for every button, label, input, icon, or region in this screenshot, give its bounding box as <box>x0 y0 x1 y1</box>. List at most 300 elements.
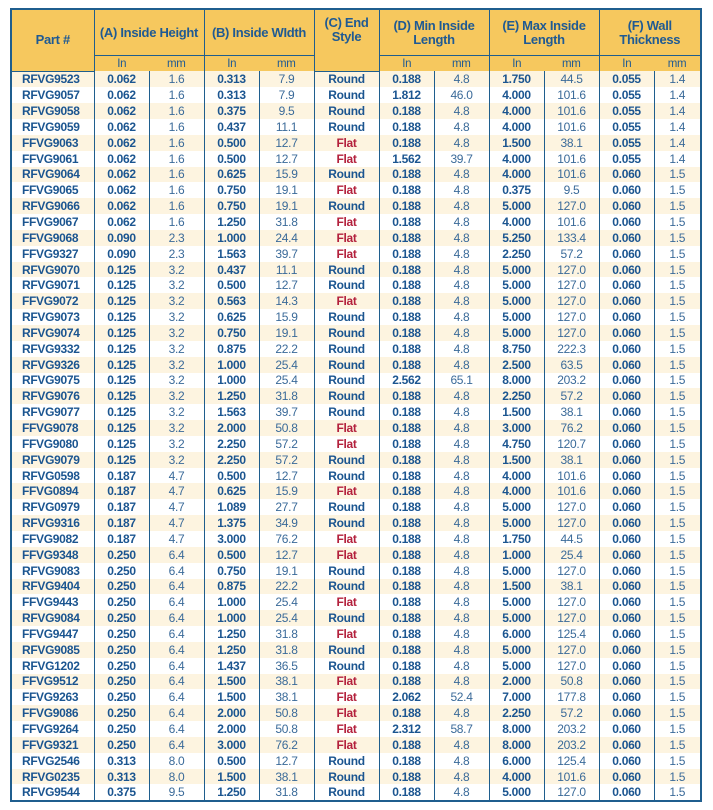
inside-width-mm: 31.8 <box>259 214 314 230</box>
min-length-mm: 4.8 <box>434 71 489 87</box>
inside-width-mm: 25.4 <box>259 594 314 610</box>
wall-thickness-in: 0.055 <box>599 103 654 119</box>
max-length-mm: 38.1 <box>544 452 599 468</box>
wall-thickness-mm: 1.4 <box>654 103 701 119</box>
inside-width-mm: 12.7 <box>259 151 314 167</box>
wall-thickness-in: 0.060 <box>599 563 654 579</box>
table-row <box>11 753 701 769</box>
inside-width-in: 0.500 <box>204 468 259 484</box>
end-style: Round <box>314 309 379 325</box>
inside-height-mm: 2.3 <box>149 246 204 262</box>
max-length-mm: 38.1 <box>544 579 599 595</box>
table-body <box>11 71 701 801</box>
part-number: FFVG9065 <box>11 182 94 198</box>
part-number: RFVG9059 <box>11 119 94 135</box>
min-length-in: 0.188 <box>379 167 434 183</box>
min-length-in: 0.188 <box>379 309 434 325</box>
end-style: Round <box>314 277 379 293</box>
max-length-mm: 9.5 <box>544 182 599 198</box>
max-length-in: 5.000 <box>489 293 544 309</box>
wall-thickness-in: 0.060 <box>599 610 654 626</box>
wall-thickness-in: 0.055 <box>599 87 654 103</box>
min-length-in: 0.188 <box>379 769 434 785</box>
max-length-mm: 101.6 <box>544 214 599 230</box>
inside-width-mm: 22.2 <box>259 341 314 357</box>
inside-width-mm: 12.7 <box>259 468 314 484</box>
wall-thickness-in: 0.060 <box>599 325 654 341</box>
min-length-in: 0.188 <box>379 277 434 293</box>
max-length-mm: 101.6 <box>544 151 599 167</box>
table-row <box>11 167 701 183</box>
max-length-in: 2.250 <box>489 246 544 262</box>
inside-height-mm: 1.6 <box>149 103 204 119</box>
inside-height-in: 0.375 <box>94 784 149 801</box>
part-number: FFVG9072 <box>11 293 94 309</box>
inside-height-in: 0.313 <box>94 769 149 785</box>
min-length-mm: 65.1 <box>434 373 489 389</box>
end-style: Round <box>314 658 379 674</box>
inside-width-in: 1.250 <box>204 784 259 801</box>
max-length-in: 5.000 <box>489 262 544 278</box>
max-length-in: 8.000 <box>489 373 544 389</box>
part-number: RFVG9077 <box>11 404 94 420</box>
inside-height-in: 0.062 <box>94 167 149 183</box>
min-length-in: 0.188 <box>379 594 434 610</box>
inside-width-mm: 38.1 <box>259 689 314 705</box>
wall-thickness-in: 0.060 <box>599 674 654 690</box>
part-number: FFVG9327 <box>11 246 94 262</box>
wall-thickness-in: 0.060 <box>599 531 654 547</box>
inside-width-in: 0.500 <box>204 151 259 167</box>
max-length-in: 1.500 <box>489 452 544 468</box>
part-number: RFVG9073 <box>11 309 94 325</box>
inside-height-in: 0.187 <box>94 531 149 547</box>
inside-width-in: 1.000 <box>204 594 259 610</box>
table-row <box>11 563 701 579</box>
table-row <box>11 436 701 452</box>
inside-width-mm: 15.9 <box>259 483 314 499</box>
min-length-mm: 4.8 <box>434 404 489 420</box>
min-length-mm: 58.7 <box>434 721 489 737</box>
wall-thickness-mm: 1.5 <box>654 547 701 563</box>
min-length-in: 0.188 <box>379 674 434 690</box>
inside-width-in: 0.625 <box>204 309 259 325</box>
min-length-mm: 4.8 <box>434 341 489 357</box>
inside-width-mm: 11.1 <box>259 119 314 135</box>
wall-thickness-in: 0.060 <box>599 547 654 563</box>
unit-mm: mm <box>259 56 314 72</box>
min-length-in: 0.188 <box>379 658 434 674</box>
part-number: FFVG9264 <box>11 721 94 737</box>
min-length-mm: 46.0 <box>434 87 489 103</box>
max-length-in: 4.000 <box>489 87 544 103</box>
inside-height-mm: 6.4 <box>149 721 204 737</box>
wall-thickness-mm: 1.5 <box>654 325 701 341</box>
table-row <box>11 468 701 484</box>
max-length-in: 5.000 <box>489 594 544 610</box>
part-number: RFVG9071 <box>11 277 94 293</box>
max-length-mm: 76.2 <box>544 420 599 436</box>
inside-width-in: 3.000 <box>204 737 259 753</box>
wall-thickness-mm: 1.5 <box>654 277 701 293</box>
wall-thickness-mm: 1.5 <box>654 246 701 262</box>
unit-in: In <box>379 56 434 72</box>
table-row <box>11 420 701 436</box>
min-length-in: 0.188 <box>379 103 434 119</box>
inside-height-in: 0.250 <box>94 626 149 642</box>
inside-width-mm: 12.7 <box>259 753 314 769</box>
part-number: RFVG0979 <box>11 499 94 515</box>
inside-height-in: 0.062 <box>94 135 149 151</box>
max-length-mm: 57.2 <box>544 705 599 721</box>
part-number: FFVG9512 <box>11 674 94 690</box>
min-length-mm: 4.8 <box>434 198 489 214</box>
inside-width-in: 1.563 <box>204 404 259 420</box>
wall-thickness-in: 0.060 <box>599 182 654 198</box>
wall-thickness-in: 0.060 <box>599 230 654 246</box>
max-length-in: 2.000 <box>489 674 544 690</box>
unit-in: In <box>599 56 654 72</box>
max-length-mm: 38.1 <box>544 135 599 151</box>
min-length-mm: 4.8 <box>434 214 489 230</box>
part-number: FFVG9080 <box>11 436 94 452</box>
inside-height-mm: 3.2 <box>149 373 204 389</box>
min-length-mm: 4.8 <box>434 705 489 721</box>
wall-thickness-in: 0.060 <box>599 404 654 420</box>
end-style: Flat <box>314 230 379 246</box>
inside-width-in: 1.089 <box>204 499 259 515</box>
inside-height-in: 0.250 <box>94 563 149 579</box>
max-length-in: 4.000 <box>489 483 544 499</box>
end-style: Round <box>314 753 379 769</box>
end-style: Flat <box>314 420 379 436</box>
wall-thickness-mm: 1.5 <box>654 357 701 373</box>
end-style: Round <box>314 563 379 579</box>
inside-width-mm: 24.4 <box>259 230 314 246</box>
wall-thickness-in: 0.060 <box>599 309 654 325</box>
inside-height-in: 0.090 <box>94 230 149 246</box>
min-length-mm: 4.8 <box>434 325 489 341</box>
inside-height-in: 0.250 <box>94 689 149 705</box>
inside-width-mm: 50.8 <box>259 721 314 737</box>
inside-width-in: 0.750 <box>204 563 259 579</box>
wall-thickness-mm: 1.5 <box>654 610 701 626</box>
max-length-mm: 127.0 <box>544 610 599 626</box>
min-length-mm: 4.8 <box>434 579 489 595</box>
inside-width-in: 0.313 <box>204 87 259 103</box>
inside-width-in: 1.000 <box>204 230 259 246</box>
inside-width-mm: 36.5 <box>259 658 314 674</box>
end-style: Round <box>314 357 379 373</box>
inside-height-mm: 8.0 <box>149 753 204 769</box>
part-number: RFVG9332 <box>11 341 94 357</box>
min-length-in: 0.188 <box>379 737 434 753</box>
max-length-in: 1.500 <box>489 135 544 151</box>
inside-width-mm: 11.1 <box>259 262 314 278</box>
inside-height-in: 0.125 <box>94 436 149 452</box>
min-length-in: 0.188 <box>379 71 434 87</box>
min-length-in: 0.188 <box>379 610 434 626</box>
inside-width-mm: 39.7 <box>259 404 314 420</box>
inside-height-in: 0.062 <box>94 214 149 230</box>
table-row <box>11 689 701 705</box>
table-row <box>11 151 701 167</box>
max-length-mm: 127.0 <box>544 309 599 325</box>
end-style: Round <box>314 579 379 595</box>
max-length-in: 4.000 <box>489 214 544 230</box>
inside-width-in: 0.437 <box>204 262 259 278</box>
min-length-mm: 4.8 <box>434 547 489 563</box>
end-style: Round <box>314 262 379 278</box>
inside-width-mm: 12.7 <box>259 547 314 563</box>
max-length-in: 0.375 <box>489 182 544 198</box>
inside-height-mm: 9.5 <box>149 784 204 801</box>
table-row <box>11 515 701 531</box>
min-length-mm: 4.8 <box>434 309 489 325</box>
inside-height-mm: 4.7 <box>149 468 204 484</box>
table-row <box>11 388 701 404</box>
inside-width-mm: 19.1 <box>259 325 314 341</box>
end-style: Flat <box>314 594 379 610</box>
header-part: Part # <box>11 9 94 71</box>
min-length-in: 1.562 <box>379 151 434 167</box>
wall-thickness-in: 0.060 <box>599 769 654 785</box>
min-length-mm: 4.8 <box>434 610 489 626</box>
inside-height-mm: 3.2 <box>149 293 204 309</box>
max-length-in: 4.000 <box>489 468 544 484</box>
wall-thickness-mm: 1.5 <box>654 579 701 595</box>
inside-height-mm: 6.4 <box>149 737 204 753</box>
part-number: RFVG9064 <box>11 167 94 183</box>
part-number: FFVG9321 <box>11 737 94 753</box>
wall-thickness-mm: 1.5 <box>654 705 701 721</box>
wall-thickness-mm: 1.5 <box>654 214 701 230</box>
inside-height-in: 0.125 <box>94 293 149 309</box>
inside-width-in: 1.250 <box>204 214 259 230</box>
wall-thickness-in: 0.060 <box>599 373 654 389</box>
min-length-mm: 4.8 <box>434 388 489 404</box>
table-row <box>11 705 701 721</box>
part-number: RFVG9084 <box>11 610 94 626</box>
inside-height-mm: 6.4 <box>149 579 204 595</box>
min-length-in: 0.188 <box>379 357 434 373</box>
min-length-in: 2.312 <box>379 721 434 737</box>
max-length-mm: 203.2 <box>544 737 599 753</box>
inside-height-mm: 1.6 <box>149 214 204 230</box>
wall-thickness-in: 0.060 <box>599 452 654 468</box>
min-length-in: 0.188 <box>379 230 434 246</box>
part-number: FFVG9068 <box>11 230 94 246</box>
min-length-mm: 4.8 <box>434 182 489 198</box>
max-length-mm: 127.0 <box>544 563 599 579</box>
max-length-mm: 125.4 <box>544 753 599 769</box>
max-length-mm: 127.0 <box>544 198 599 214</box>
max-length-mm: 127.0 <box>544 658 599 674</box>
max-length-mm: 101.6 <box>544 119 599 135</box>
min-length-mm: 39.7 <box>434 151 489 167</box>
inside-width-mm: 57.2 <box>259 452 314 468</box>
end-style: Round <box>314 388 379 404</box>
part-number: RFVG9083 <box>11 563 94 579</box>
inside-height-in: 0.125 <box>94 341 149 357</box>
max-length-mm: 127.0 <box>544 784 599 801</box>
min-length-mm: 4.8 <box>434 737 489 753</box>
max-length-in: 1.000 <box>489 547 544 563</box>
wall-thickness-in: 0.060 <box>599 594 654 610</box>
table-row <box>11 246 701 262</box>
part-number: RFVG9058 <box>11 103 94 119</box>
max-length-mm: 127.0 <box>544 277 599 293</box>
max-length-mm: 127.0 <box>544 499 599 515</box>
min-length-mm: 4.8 <box>434 246 489 262</box>
max-length-mm: 127.0 <box>544 293 599 309</box>
wall-thickness-in: 0.060 <box>599 579 654 595</box>
max-length-in: 5.000 <box>489 277 544 293</box>
inside-height-mm: 1.6 <box>149 119 204 135</box>
min-length-mm: 4.8 <box>434 658 489 674</box>
min-length-in: 0.188 <box>379 420 434 436</box>
table-row <box>11 658 701 674</box>
min-length-in: 0.188 <box>379 325 434 341</box>
min-length-mm: 4.8 <box>434 784 489 801</box>
inside-width-in: 0.875 <box>204 579 259 595</box>
wall-thickness-mm: 1.5 <box>654 784 701 801</box>
part-number: FFVG9263 <box>11 689 94 705</box>
min-length-mm: 4.8 <box>434 563 489 579</box>
table-row <box>11 674 701 690</box>
table-row <box>11 87 701 103</box>
min-length-in: 0.188 <box>379 119 434 135</box>
min-length-mm: 4.8 <box>434 230 489 246</box>
table-row <box>11 309 701 325</box>
min-length-in: 0.188 <box>379 388 434 404</box>
max-length-in: 5.000 <box>489 499 544 515</box>
table-row <box>11 737 701 753</box>
end-style: Flat <box>314 531 379 547</box>
min-length-mm: 52.4 <box>434 689 489 705</box>
min-length-in: 0.188 <box>379 626 434 642</box>
inside-width-mm: 7.9 <box>259 87 314 103</box>
inside-height-in: 0.187 <box>94 468 149 484</box>
inside-width-mm: 31.8 <box>259 388 314 404</box>
part-number: RFVG9075 <box>11 373 94 389</box>
table-row <box>11 119 701 135</box>
wall-thickness-mm: 1.5 <box>654 769 701 785</box>
inside-width-mm: 31.8 <box>259 642 314 658</box>
max-length-mm: 63.5 <box>544 357 599 373</box>
max-length-mm: 57.2 <box>544 388 599 404</box>
table-row <box>11 277 701 293</box>
part-number: RFVG9057 <box>11 87 94 103</box>
min-length-in: 2.562 <box>379 373 434 389</box>
inside-height-mm: 3.2 <box>149 388 204 404</box>
max-length-mm: 101.6 <box>544 103 599 119</box>
end-style: Flat <box>314 135 379 151</box>
inside-height-mm: 6.4 <box>149 689 204 705</box>
inside-width-mm: 22.2 <box>259 579 314 595</box>
inside-width-in: 0.500 <box>204 277 259 293</box>
min-length-in: 0.188 <box>379 531 434 547</box>
table-row <box>11 341 701 357</box>
part-number: RFVG9066 <box>11 198 94 214</box>
wall-thickness-mm: 1.5 <box>654 499 701 515</box>
inside-height-mm: 3.2 <box>149 325 204 341</box>
part-number: RFVG9085 <box>11 642 94 658</box>
table-row <box>11 293 701 309</box>
wall-thickness-in: 0.060 <box>599 784 654 801</box>
inside-height-in: 0.250 <box>94 705 149 721</box>
min-length-in: 0.188 <box>379 436 434 452</box>
inside-height-in: 0.187 <box>94 483 149 499</box>
unit-mm: mm <box>544 56 599 72</box>
wall-thickness-in: 0.060 <box>599 357 654 373</box>
min-length-mm: 4.8 <box>434 483 489 499</box>
inside-width-in: 0.437 <box>204 119 259 135</box>
part-number: RFVG9326 <box>11 357 94 373</box>
end-style: Round <box>314 373 379 389</box>
inside-height-mm: 6.4 <box>149 705 204 721</box>
end-style: Flat <box>314 674 379 690</box>
max-length-in: 4.750 <box>489 436 544 452</box>
max-length-mm: 127.0 <box>544 515 599 531</box>
inside-width-mm: 31.8 <box>259 784 314 801</box>
inside-width-in: 0.500 <box>204 547 259 563</box>
inside-width-in: 0.563 <box>204 293 259 309</box>
min-length-in: 0.188 <box>379 246 434 262</box>
unit-mm: mm <box>434 56 489 72</box>
end-style: Flat <box>314 436 379 452</box>
inside-height-in: 0.125 <box>94 388 149 404</box>
max-length-in: 5.000 <box>489 642 544 658</box>
inside-width-in: 0.625 <box>204 167 259 183</box>
wall-thickness-in: 0.060 <box>599 214 654 230</box>
max-length-in: 5.000 <box>489 563 544 579</box>
inside-width-mm: 50.8 <box>259 705 314 721</box>
inside-width-mm: 25.4 <box>259 357 314 373</box>
inside-width-in: 0.750 <box>204 182 259 198</box>
inside-height-mm: 3.2 <box>149 452 204 468</box>
wall-thickness-in: 0.060 <box>599 499 654 515</box>
end-style: Flat <box>314 214 379 230</box>
min-length-in: 0.188 <box>379 547 434 563</box>
table-row <box>11 594 701 610</box>
min-length-in: 0.188 <box>379 468 434 484</box>
inside-width-mm: 38.1 <box>259 674 314 690</box>
wall-thickness-in: 0.060 <box>599 468 654 484</box>
wall-thickness-mm: 1.5 <box>654 563 701 579</box>
max-length-mm: 44.5 <box>544 531 599 547</box>
end-style: Round <box>314 610 379 626</box>
wall-thickness-mm: 1.5 <box>654 420 701 436</box>
inside-height-mm: 2.3 <box>149 230 204 246</box>
min-length-mm: 4.8 <box>434 135 489 151</box>
inside-height-mm: 3.2 <box>149 420 204 436</box>
wall-thickness-in: 0.060 <box>599 721 654 737</box>
max-length-in: 2.250 <box>489 705 544 721</box>
min-length-in: 0.188 <box>379 135 434 151</box>
inside-width-mm: 15.9 <box>259 309 314 325</box>
part-number: RFVG9074 <box>11 325 94 341</box>
wall-thickness-in: 0.060 <box>599 705 654 721</box>
end-style: Flat <box>314 151 379 167</box>
wall-thickness-in: 0.060 <box>599 198 654 214</box>
inside-height-in: 0.125 <box>94 357 149 373</box>
min-length-in: 0.188 <box>379 753 434 769</box>
wall-thickness-in: 0.055 <box>599 119 654 135</box>
wall-thickness-in: 0.060 <box>599 642 654 658</box>
min-length-in: 0.188 <box>379 642 434 658</box>
inside-height-in: 0.090 <box>94 246 149 262</box>
